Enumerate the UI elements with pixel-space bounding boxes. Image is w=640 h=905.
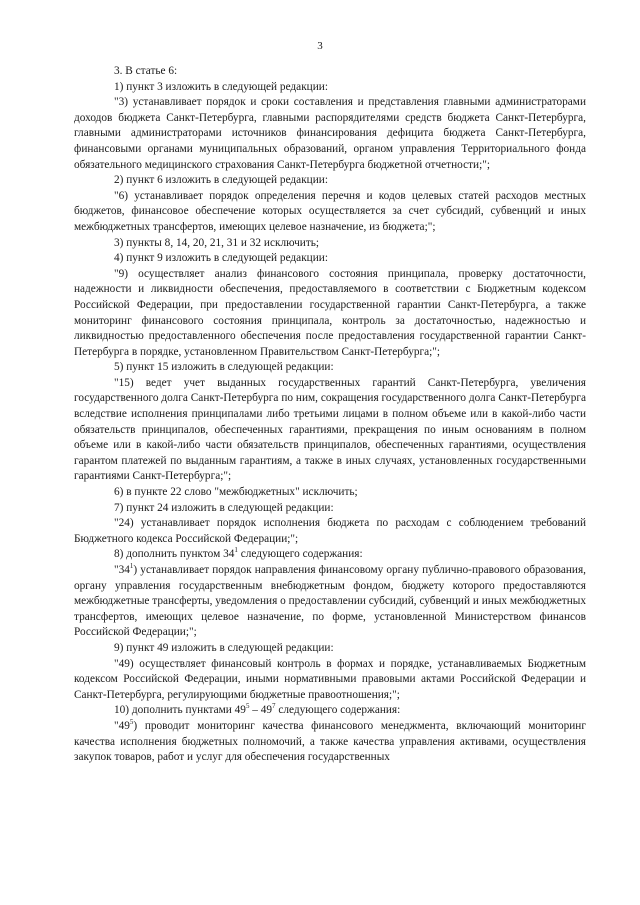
paragraph-text: 7) пункт 24 изложить в следующей редакции: xyxy=(114,501,334,514)
paragraph-text: "24) устанавливает порядок исполнения бюджета по расходам с соблюдением требований Бюджетного кодекса Российской Федерации;"; xyxy=(74,517,586,545)
paragraph-text: следующего содержания: xyxy=(275,704,401,717)
paragraph xyxy=(74,657,586,704)
paragraph-text: "3) устанавливает порядок и сроки составления и представления главными администраторами доходов бюджета Санкт-Петербурга, главными распорядителями средств бюджета Санкт-Петербурга, главными администраторами источников финансирования дефицита бюджета Санкт-Петербурга, финансовыми органами муниципальных образований, органом управления Территориального фонда обязательного медицинского страхования Санкт-Петербурга бюджетной отчетности;"; xyxy=(74,96,586,171)
paragraph-text: ) устанавливает порядок направления финансовому органу публично-правового образования, органу управления государственным внебюджетным фондом, бюджету которого предоставляются межбюджетные трансферты, уведомления о предоставлении субсидий, субвенций и иных межбюджетных трансфертов, имеющих целевое назначение, по форме, установленной Министерством финансов Российской Федерации;"; xyxy=(74,564,586,639)
paragraph-text: 6) в пункте 22 слово "межбюджетных" исключить; xyxy=(114,486,358,499)
paragraph xyxy=(74,719,586,766)
paragraph xyxy=(74,251,586,267)
paragraph xyxy=(74,236,586,252)
paragraph-text: "15) ведет учет выданных государственных гарантий Санкт-Петербурга, увеличения государственного долга Санкт-Петербурга по ним, сокращения государственного долга Санкт-Петербурга вследствие исполнения принципалами либо третьими лицами в полном объеме или в какой-либо части обязательств принципалов, обеспеченных гарантиями, прекращения по иным основаниям в полном объеме или в какой-либо части обязательств принципалов, обеспеченных гарантиями, осуществления гарантом платежей по выданным гарантиям, а также в иных случаях, установленных государственными гарантиями Санкт-Петербурга;"; xyxy=(74,376,586,483)
paragraph xyxy=(74,64,586,80)
paragraph-text: 2) пункт 6 изложить в следующей редакции: xyxy=(114,174,328,187)
paragraph-text: 10) дополнить пунктами 49 xyxy=(114,704,246,717)
paragraph-text: "49) осуществляет финансовый контроль в формах и порядке, устанавливаемых Бюджетным кодексом Российской Федерации, иными нормативными правовыми актами Российской Федерации и Санкт-Петербурга, регулирующими бюджетные правоотношения;"; xyxy=(74,657,586,701)
paragraph-text: 5) пункт 15 изложить в следующей редакции: xyxy=(114,361,334,374)
paragraph-text: 3) пункты 8, 14, 20, 21, 31 и 32 исключить; xyxy=(114,236,320,249)
paragraph xyxy=(74,547,586,563)
paragraph xyxy=(74,189,586,236)
superscript: 1 xyxy=(234,546,238,555)
superscript: 5 xyxy=(129,718,134,727)
paragraph-text: "49 xyxy=(114,719,130,732)
document-body xyxy=(74,64,586,766)
paragraph xyxy=(74,501,586,517)
paragraph-text: 4) пункт 9 изложить в следующей редакции: xyxy=(114,252,328,265)
paragraph xyxy=(74,173,586,189)
superscript: 7 xyxy=(272,702,276,711)
paragraph xyxy=(74,267,586,361)
paragraph-text: "9) осуществляет анализ финансового состояния принципала, проверку достаточности, надежности и ликвидности обеспечения, предоставляемого в соответствии с Бюджетным кодексом Российской Федерации, при предоставлении государственной гарантии Санкт-Петербурга, а также мониторинг финансового состояния принципала, контроль за достаточностью, надежностью и ликвидностью предоставленного обеспечения после предоставления государственной гарантии Санкт-Петербурга в порядке, установленном Правительством Санкт-Петербурга;"; xyxy=(74,267,586,358)
paragraph xyxy=(74,563,586,641)
paragraph-text: 1) пункт 3 изложить в следующей редакции: xyxy=(114,80,328,93)
paragraph-text: 3. В статье 6: xyxy=(114,65,178,77)
paragraph-text: ) проводит мониторинг качества финансового менеджмента, включающий мониторинг качества исполнения бюджетных полномочий, а также качества управления активами, осуществления закупок товаров, работ и услуг для обеспечения государственных xyxy=(74,719,586,764)
paragraph xyxy=(74,376,586,485)
superscript: 1 xyxy=(129,562,134,571)
paragraph-text: 8) дополнить пунктом 34 xyxy=(114,548,235,561)
paragraph xyxy=(74,485,586,501)
paragraph xyxy=(74,641,586,657)
paragraph-text: "34 xyxy=(114,564,130,576)
paragraph-text: – 49 xyxy=(249,704,273,717)
paragraph-text: 9) пункт 49 изложить в следующей редакции: xyxy=(114,641,334,654)
paragraph xyxy=(74,516,586,547)
paragraph xyxy=(74,703,586,719)
page-number: 3 xyxy=(317,40,323,52)
paragraph xyxy=(74,80,586,96)
paragraph xyxy=(74,95,586,173)
paragraph-text: следующего содержания: xyxy=(237,548,363,561)
superscript: 5 xyxy=(245,702,250,711)
paragraph xyxy=(74,360,586,376)
paragraph-text: "6) устанавливает порядок определения перечня и кодов целевых статей расходов местных бюджетов, финансовое обеспечение которых осуществляется за счет субсидий, субвенций и иных межбюджетных трансфертов, имеющих целевое назначение, из бюджета;"; xyxy=(74,189,586,233)
